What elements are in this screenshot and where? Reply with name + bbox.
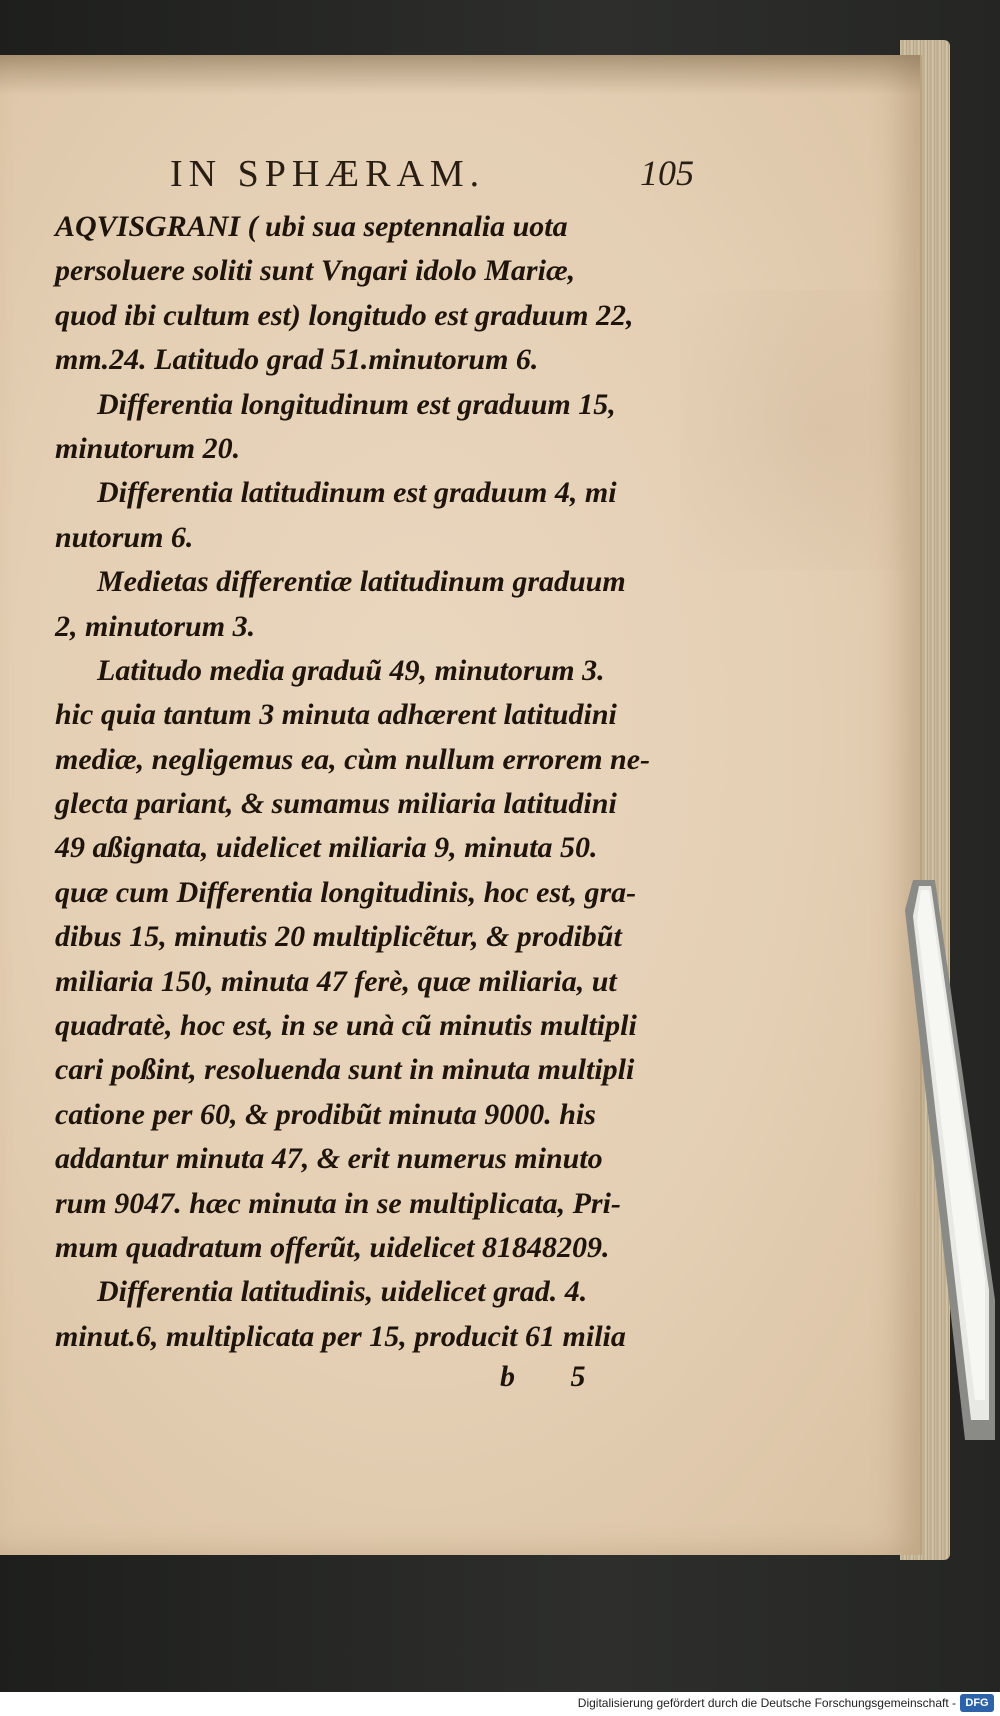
- signature-mark: b 5: [500, 1360, 610, 1393]
- show-through-stain: [680, 290, 910, 570]
- text-line: 2, minutorum 3.: [55, 609, 256, 643]
- text-line: Differentia latitudinis, uidelicet grad. 4.: [97, 1275, 588, 1309]
- text-line: quadratè, hoc est, in se unà cũ minutis multipli: [55, 1009, 637, 1043]
- dfg-logo: DFG: [960, 1694, 994, 1712]
- page-top-shadow: [0, 55, 920, 95]
- scan-credit-text: Digitalisierung gefördert durch die Deutsche Forschungsgemeinschaft -: [577, 1696, 956, 1710]
- text-line: Differentia longitudinum est graduum 15,: [97, 387, 616, 421]
- text-line: AQVISGRANI ( ubi sua septennalia uota: [55, 210, 568, 243]
- page-number: 105: [640, 153, 694, 193]
- text-line: addantur minuta 47, & erit numerus minuto: [55, 1142, 603, 1176]
- text-line: minutorum 20.: [55, 431, 241, 465]
- text-line: nutorum 6.: [55, 520, 194, 554]
- text-line: hic quia tantum 3 minuta adhærent latitudini: [55, 698, 617, 732]
- text-line: catione per 60, & prodibũt minuta 9000. his: [55, 1097, 596, 1131]
- text-line: mm.24. Latitudo grad 51.minutorum 6.: [55, 343, 539, 377]
- text-line: mediæ, negligemus ea, cùm nullum errorem ne-: [55, 742, 651, 776]
- text-line: minut.6, multiplicata per 15, producit 61 milia: [55, 1319, 626, 1353]
- text-line: persoluere soliti sunt Vngari idolo Mariæ,: [55, 254, 576, 288]
- text-line: 49 aßignata, uidelicet miliaria 9, minuta 50.: [55, 831, 598, 865]
- running-head: IN SPHÆRAM.: [170, 153, 486, 195]
- text-line: quod ibi cultum est) longitudo est graduum 22,: [55, 298, 634, 332]
- text-line: cari poßint, resoluenda sunt in minuta multipli: [55, 1053, 635, 1087]
- text-line: Medietas differentiæ latitudinum graduum: [97, 565, 626, 599]
- text-line: Differentia latitudinum est graduum 4, mi: [97, 476, 617, 510]
- bookmark-strip: [905, 880, 995, 1440]
- text-line: Latitudo media graduũ 49, minutorum 3.: [97, 653, 605, 687]
- text-line: glecta pariant, & sumamus miliaria latitudini: [55, 787, 617, 821]
- body-text: [55, 205, 695, 1359]
- text-line: dibus 15, minutis 20 multiplicẽtur, & prodibũt: [55, 920, 622, 954]
- text-line: rum 9047. hæc minuta in se multiplicata, Pri-: [55, 1186, 621, 1220]
- text-line: mum quadratum offerũt, uidelicet 81848209.: [55, 1230, 610, 1264]
- text-line: quæ cum Differentia longitudinis, hoc est, gra-: [55, 875, 637, 909]
- text-line: miliaria 150, minuta 47 ferè, quæ miliaria, ut: [55, 964, 617, 998]
